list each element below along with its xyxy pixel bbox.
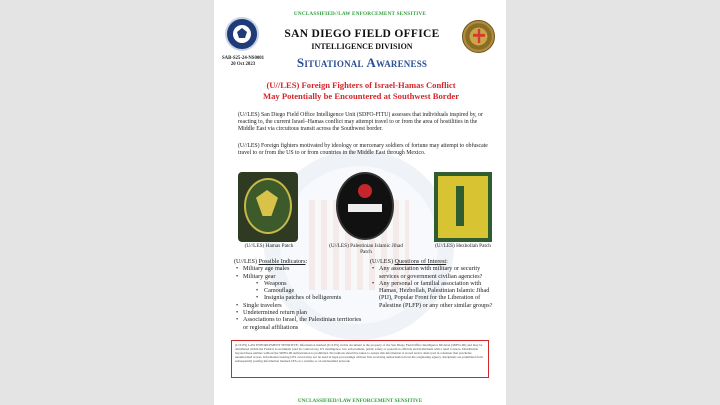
sub-list-item: • Insignia patches of belligerents (234, 294, 362, 301)
bottom-classification-banner: UNCLASSIFIED//LAW ENFORCEMENT SENSITIVE (297, 398, 423, 404)
hamas-patch-caption: (U//LES) Hamas Patch (244, 243, 294, 249)
sub-list-item: • Weapons (234, 280, 362, 287)
list-item: • Military gear (234, 273, 362, 280)
sub-list-item: • Camouflage (234, 287, 362, 294)
title-line-1: (U//LES) Foreign Fighters of Israel-Hamas Conflict (266, 80, 456, 90)
document-page (214, 0, 506, 405)
list-item: • Any personal or familial association with Hamas, Hezbollah, Palestinian Islamic Jihad (PIJ), Popular Front for the Liberation of Palestine (PLFP) or any other similar groups? (370, 280, 498, 309)
office-name: SAN DIEGO FIELD OFFICE (284, 28, 440, 40)
indicators-heading: (U//LES) Possible Indicators: (234, 258, 308, 265)
document-title (236, 80, 486, 102)
list-item: • Military age males (234, 265, 362, 272)
cbp-seal-icon (225, 17, 259, 51)
list-item: • Undetermined return plan (234, 309, 362, 316)
pij-patch-caption: (U//LES) Palestinian Islamic Jihad Patch (329, 243, 403, 255)
pij-patch-icon (334, 172, 396, 242)
indicators-prefix: (U//LES) (234, 258, 259, 265)
hamas-patch-icon (238, 172, 298, 242)
division-name: INTELLIGENCE DIVISION (311, 42, 413, 51)
foreign-fighters-paragraph: (U//LES) Foreign fighters motivated by ideology or mercenary soldiers of fortune may attempt to obfuscate travel to or from the US to or from countries in the Middle East through Mexico. (238, 143, 488, 156)
indicators-heading-text: Possible Indicators (258, 258, 306, 265)
hezbollah-patch-caption: (U//LES) Hezbollah Patch (435, 243, 491, 249)
possible-indicators-list (234, 258, 362, 331)
top-classification-banner: UNCLASSIFIED//LAW ENFORCEMENT SENSITIVE (293, 11, 427, 17)
assessment-paragraph: (U//LES) San Diego Field Office Intelligence Unit (SDFO-FITU) assesses that individuals inspired by, or reacting to, the current Israel–Hamas conflict may attempt travel to or from the area of hostilities in the Middle East via circuitous transit across the Southwest border. (238, 112, 483, 132)
questions-prefix: (U//LES) (370, 258, 395, 265)
questions-heading: (U//LES) Questions of Interest: (370, 258, 448, 265)
document-date: 20 Oct 2023 (230, 62, 256, 67)
situational-awareness-banner: Situational Awareness (296, 55, 428, 70)
questions-heading-text: Questions of Interest (394, 258, 447, 265)
list-item: • Single travelers (234, 302, 362, 309)
title-line-2: May Potentially be Encountered at Southwest Border (262, 91, 460, 101)
legal-notice-box: (U//LES) LAW ENFORCEMENT SENSITIVE: Information marked (U//LES) in this document is the property of the San Diego Field Office Intelligence Division (SDFO-ID) and may be distributed within the Federal Government (and its contractors), US intelligence, law enforcement, public safety or protection officials and individuals with a need to know. Distribution beyond these entities without the SDFO-ID authorization is prohibited. Precautions should be taken to ensure this information is stored and/or destroyed in a manner that precludes unauthorized access. Information bearing LES caveat may not be used in legal proceedings without first receiving authorization from the originating agency. Recipients are prohibited from subsequently posting information marked LES on a website or an unclassified network. (231, 340, 489, 378)
list-item: • Associations to Israel, the Palestinian territories or regional affiliations (234, 316, 362, 331)
list-item: • Any association with military or security services or government civilian agencies? (370, 265, 498, 280)
questions-of-interest-list (370, 258, 498, 309)
document-id: SAB-S25-24-NS0001 (221, 56, 265, 61)
hezbollah-patch-icon (434, 172, 492, 242)
field-office-coin-icon (462, 20, 495, 53)
